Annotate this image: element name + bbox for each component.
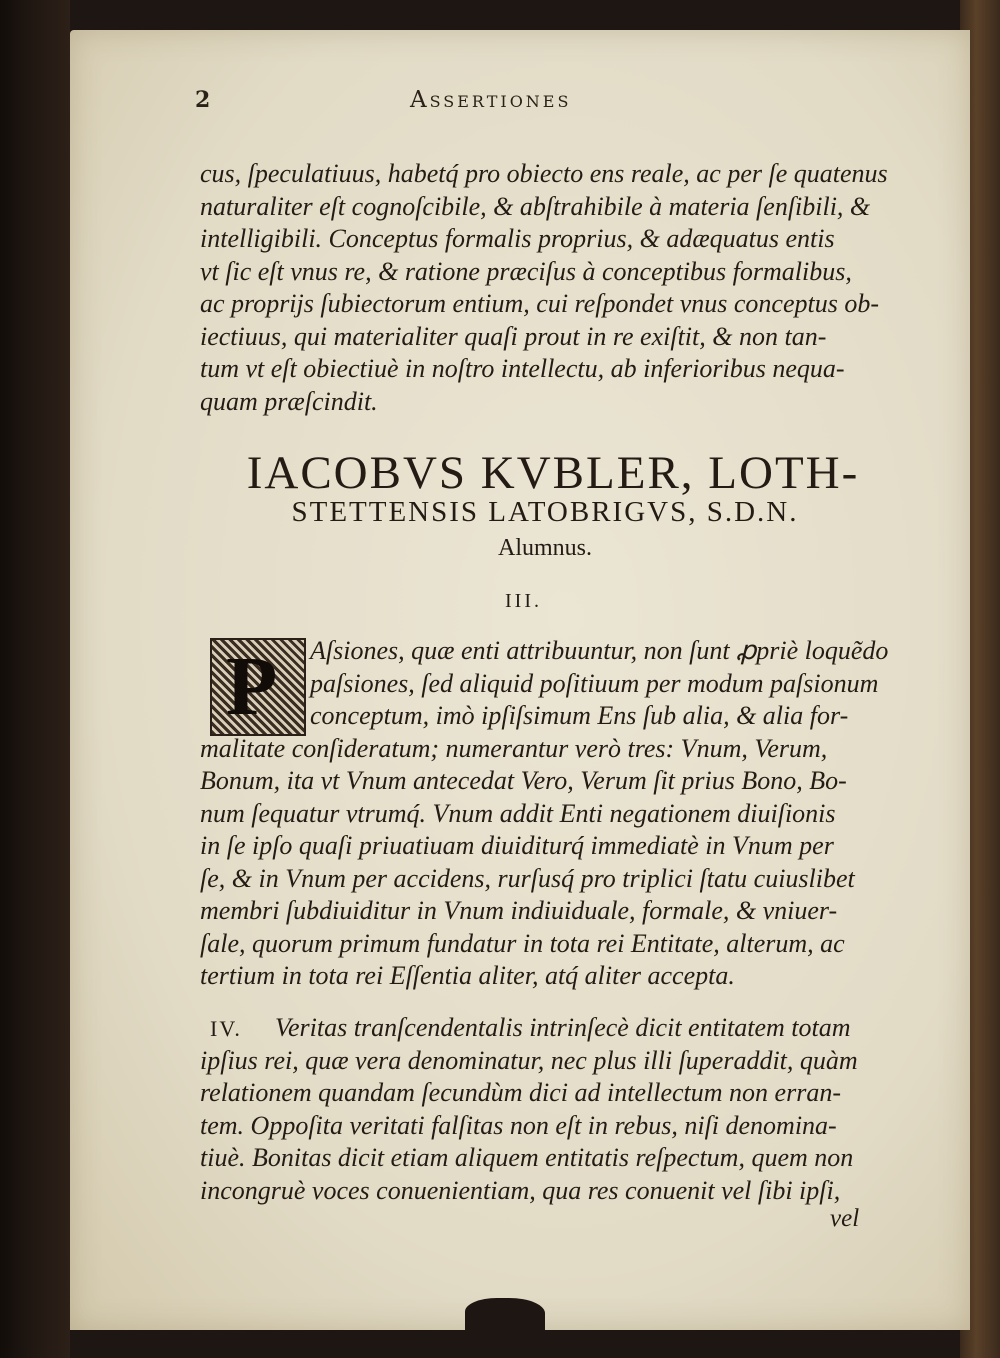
page-header: [195, 87, 665, 117]
title-line-2: STETTENSIS LATOBRIGVS, S.D.N.: [291, 496, 799, 528]
section-number-iii: III.: [505, 590, 542, 612]
text-line: tertium in tota rei Eſſentia aliter, atq́ aliter accepta.: [200, 961, 735, 990]
text-line: vt ſic eſt vnus re, & ratione præciſus à conceptibus formalibus,: [200, 256, 852, 286]
text-line: ſale, quorum primum fundatur in tota rei Entitate, alterum, ac: [200, 928, 845, 958]
text-line: tum vt eſt obiectiuè in noſtro intellectu, ab inferioribus nequa-: [200, 354, 845, 383]
page-number: 2: [195, 87, 211, 113]
initial-letter: P: [226, 640, 278, 733]
text-line: naturaliter eſt cognoſcibile, & abſtrahibile à materia ſenſibili, &: [200, 191, 871, 221]
text-line: ac proprijs ſubiectorum entium, cui reſpondet vnus conceptus ob-: [200, 289, 880, 318]
text-line: conceptum, imò ipſiſsimum Ens ſub alia, & alia for-: [310, 701, 849, 730]
text-line: relationem quandam ſecundùm dici ad intellectum non erran-: [200, 1078, 841, 1107]
text-line: Bonum, ita vt Vnum antecedat Vero, Verum ſit prius Bono, Bo-: [200, 766, 847, 795]
text-line: Aſsiones, quæ enti attribuuntur, non ſunt ꝓpriè loquẽdo: [310, 636, 889, 665]
text-line: incongruè voces conuenientiam, qua res conuenit vel ſibi ipſi,: [200, 1175, 841, 1205]
text-line: Veritas tranſcendentalis intrinſecè dicit entitatem totam: [275, 1013, 851, 1042]
text-line: membri ſubdiuiditur in Vnum indiuiduale, formale, & vniuer-: [200, 896, 838, 925]
text-line: in ſe ipſo quaſi priuatiuam diuiditurq́ immediatè in Vnum per: [200, 831, 834, 860]
text-line: paſsiones, ſed aliquid poſitiuum per modum paſsionum: [310, 668, 879, 698]
title-line-1: IACOBVS KVBLER, LOTH-: [246, 447, 860, 499]
text-line: intelligibili. Conceptus formalis proprius, & adæquatus entis: [200, 224, 835, 253]
paragraph-2: [200, 635, 890, 993]
text-line: tiuè. Bonitas dicit etiam aliquem entitatis reſpectum, quem non: [200, 1143, 854, 1172]
page-tear: [465, 1298, 545, 1332]
paragraph-1: [200, 158, 890, 418]
text-line: malitate conſideratum; numerantur verò tres: Vnum, Verum,: [200, 733, 828, 763]
text-line: tem. Oppoſita veritati falſitas non eſt in rebus, niſi denomina-: [200, 1110, 837, 1140]
text-line: ſe, & in Vnum per accidens, rurſusq́ pro triplici ſtatu cuiuslibet: [200, 863, 855, 893]
text-line: cus, ſpeculatiuus, habetq́ pro obiecto ens reale, ac per ſe quatenus: [200, 159, 888, 188]
text-line: iectiuus, qui materialiter quaſi prout in re exiſtit, & non tan-: [200, 321, 827, 351]
catchword: vel: [830, 1205, 860, 1232]
text-line: quam præſcindit.: [200, 386, 378, 416]
text-line: ipſius rei, quæ vera denominatur, nec plus illi ſuperaddit, quàm: [200, 1045, 858, 1075]
text-line: num ſequatur vtrumq́. Vnum addit Enti negationem diuiſionis: [200, 798, 836, 828]
paragraph-3: [200, 1012, 890, 1207]
book-spine-left: [0, 0, 70, 1358]
running-head: Assertiones: [410, 87, 572, 113]
section-number-iv: IV.: [210, 1016, 242, 1041]
title-line-3: Alumnus.: [497, 535, 592, 561]
